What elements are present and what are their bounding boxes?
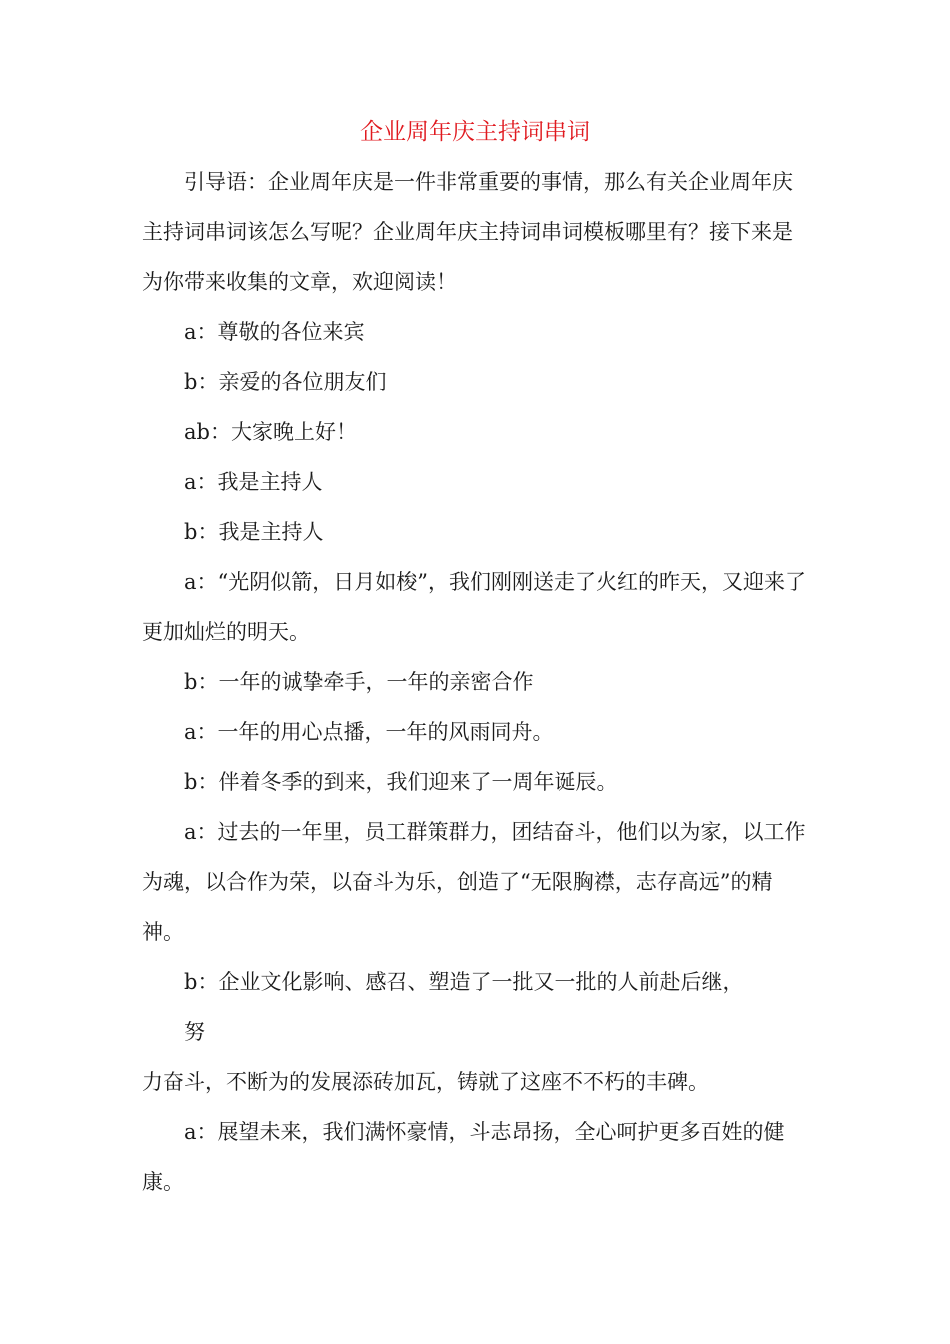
paragraph: 引导语：企业周年庆是一件非常重要的事情，那么有关企业周年庆主持词串词该怎么写呢？企业周年庆主持词串词模板哪里有？接下来是为你带来收集的文章，欢迎阅读！ (142, 170, 793, 294)
paragraph: a：尊敬的各位来宾 (184, 320, 365, 344)
paragraph: a：“光阴似箭，日月如梭”，我们刚刚送走了火红的昨天，又迎来了更加灿烂的明天。 (142, 570, 806, 644)
paragraph: b：一年的诚挚牵手，一年的亲密合作 (184, 670, 534, 694)
paragraph: b：亲爱的各位朋友们 (184, 370, 387, 394)
paragraph: 力奋斗，不断为的发展添砖加瓦，铸就了这座不不朽的丰碑。 (142, 1070, 709, 1094)
paragraph: b：企业文化影响、感召、塑造了一批又一批的人前赴后继， (184, 970, 744, 994)
paragraph: a：我是主持人 (184, 470, 323, 494)
document-title: 企业周年庆主持词串词 (360, 119, 590, 145)
paragraph: a：过去的一年里，员工群策群力，团结奋斗，他们以为家，以工作为魂，以合作为荣，以奋斗为乐，创造了“无限胸襟，志存高远”的精神。 (142, 820, 806, 944)
paragraph: 努 (184, 1020, 205, 1044)
document-body (142, 157, 950, 1207)
paragraph: a：展望未来，我们满怀豪情，斗志昂扬，全心呵护更多百姓的健康。 (142, 1120, 785, 1194)
paragraph: b：我是主持人 (184, 520, 324, 544)
paragraph: ab：大家晚上好！ (184, 420, 357, 444)
paragraph: b：伴着冬季的到来，我们迎来了一周年诞辰。 (184, 770, 618, 794)
paragraph: a：一年的用心点播，一年的风雨同舟。 (184, 720, 554, 744)
